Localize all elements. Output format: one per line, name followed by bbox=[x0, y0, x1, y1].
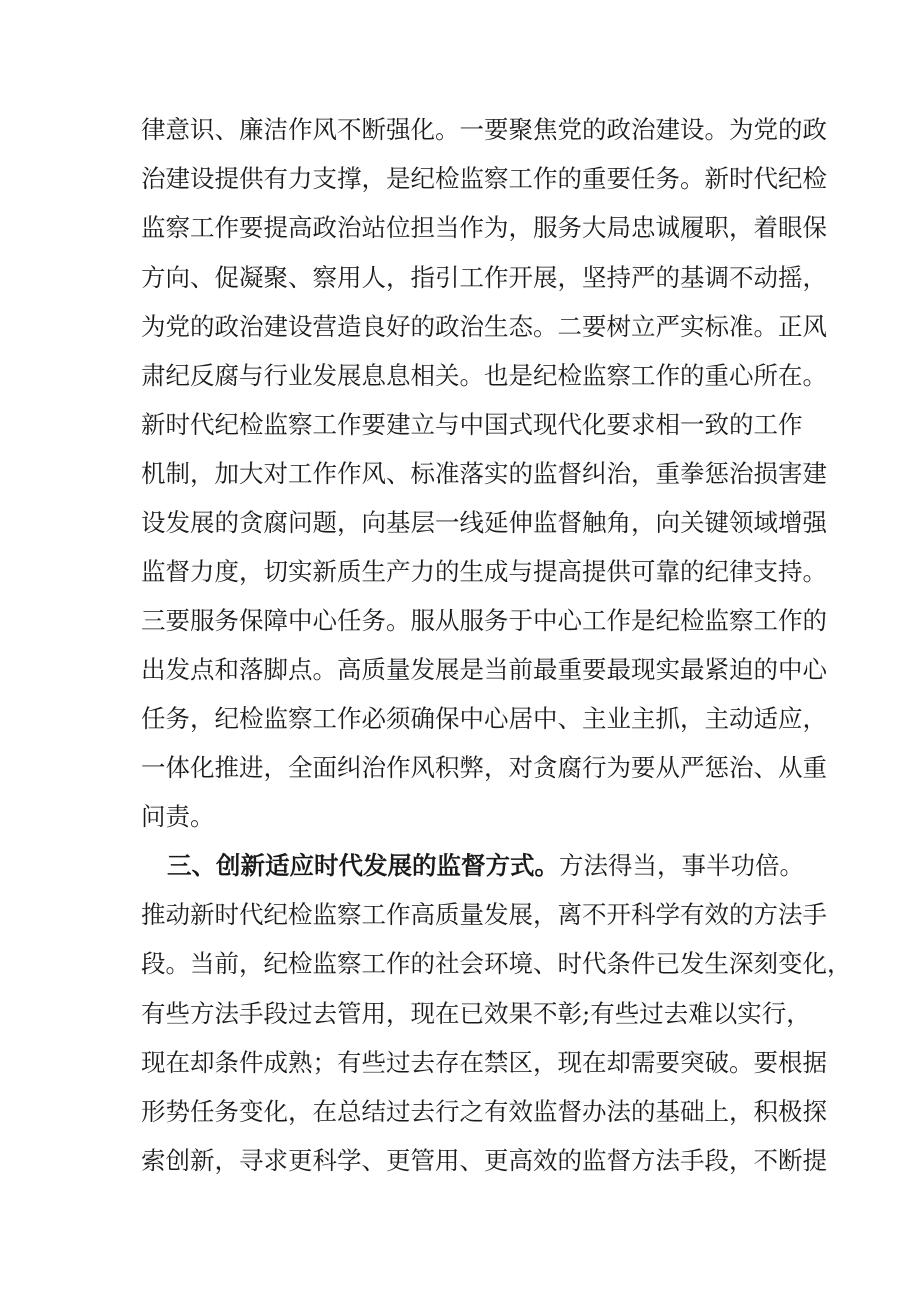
text-line: 一体化推进，全面纠治作风积弊，对贪腐行为要从严惩治、从重 bbox=[141, 753, 827, 782]
heading-line-text: 方法得当，事半功倍。 bbox=[559, 851, 804, 880]
text-line: 新时代纪检监察工作要建立与中国式现代化要求相一致的工作 bbox=[141, 410, 803, 439]
text-line: 推动新时代纪检监察工作高质量发展，离不开科学有效的方法手 bbox=[141, 900, 827, 929]
text-line: 肃纪反腐与行业发展息息相关。也是纪检监察工作的重心所在。 bbox=[141, 361, 827, 390]
text-line: 监督力度，切实新质生产力的生成与提高提供可靠的纪律支持。 bbox=[141, 557, 827, 586]
text-line: 问责。 bbox=[141, 802, 215, 831]
text-line: 为党的政治建设营造良好的政治生态。二要树立严实标准。正风 bbox=[141, 312, 827, 341]
text-line: 治建设提供有力支撑，是纪检监察工作的重要任务。新时代纪检 bbox=[141, 164, 827, 193]
text-line: 机制，加大对工作作风、标准落实的监督纠治，重拳惩治损害建 bbox=[141, 459, 827, 488]
text-line: 设发展的贪腐问题，向基层一线延伸监督触角，向关键领域增强 bbox=[141, 508, 827, 537]
text-line: 任务，纪检监察工作必须确保中心居中、主业主抓，主动适应， bbox=[141, 704, 827, 733]
text-line: 三要服务保障中心任务。服从服务于中心工作是纪检监察工作的 bbox=[141, 606, 827, 635]
section-heading-line bbox=[167, 846, 804, 886]
text-line: 现在却条件成熟；有些过去存在禁区，现在却需要突破。要根据 bbox=[141, 1048, 827, 1077]
text-line: 律意识、廉洁作风不断强化。一要聚焦党的政治建设。为党的政 bbox=[141, 115, 827, 144]
text-line: 出发点和落脚点。高质量发展是当前最重要最现实最紧迫的中心 bbox=[141, 655, 827, 684]
text-line: 有些方法手段过去管用，现在已效果不彰;有些过去难以实行， bbox=[141, 999, 811, 1028]
text-line: 监察工作要提高政治站位担当作为，服务大局忠诚履职，着眼保 bbox=[141, 213, 827, 242]
text-line: 方向、促凝聚、察用人，指引工作开展，坚持严的基调不动摇， bbox=[141, 263, 827, 292]
section-heading: 三、创新适应时代发展的监督方式。 bbox=[167, 851, 559, 880]
text-line: 段。当前，纪检监察工作的社会环境、时代条件已发生深刻变化， bbox=[141, 949, 852, 978]
text-line: 索创新，寻求更科学、更管用、更高效的监督方法手段，不断提 bbox=[141, 1146, 827, 1175]
text-line: 形势任务变化，在总结过去行之有效监督办法的基础上，积极探 bbox=[141, 1097, 827, 1126]
